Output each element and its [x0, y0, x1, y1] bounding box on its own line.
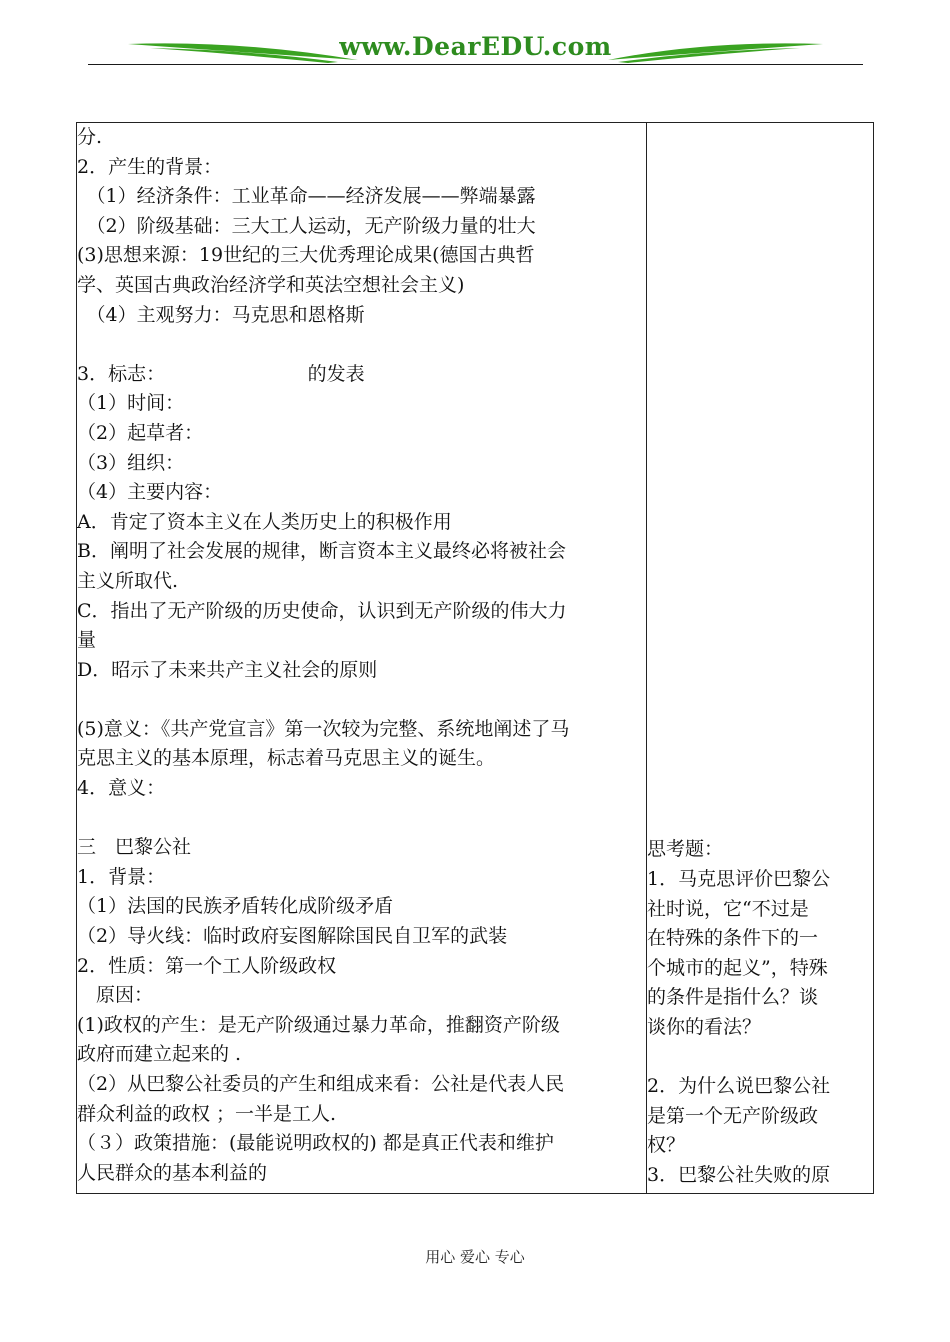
text-line: 3．标志： 的发表 [77, 362, 365, 385]
text-line: (5)意义：《共产党宣言》第一次较为完整、系统地阐述了马 [77, 717, 570, 740]
text-line: B．阐明了社会发展的规律，断言资本主义最终必将被社会 [77, 540, 566, 563]
header-rule [88, 64, 863, 65]
text-line: （2）起草者： [77, 421, 204, 444]
left-content-cell [77, 123, 647, 1194]
right-lines [647, 123, 873, 1191]
question-line: 的条件是指什么？谈 [647, 986, 819, 1009]
page-footer: 用心 爱心 专心 [425, 1248, 525, 1266]
question-line: 在特殊的条件下的一 [647, 927, 819, 950]
text-line: （３）政策措施：(最能说明政权的) 都是真正代表和维护 [77, 1132, 554, 1155]
text-line: 1．背景： [77, 865, 166, 888]
question-line: 2．为什么说巴黎公社 [647, 1075, 831, 1098]
question-line: 权？ [647, 1134, 686, 1157]
text-line: 2．性质：第一个工人阶级政权 [77, 954, 337, 977]
blank-line [77, 804, 646, 834]
question-line: 是第一个无产阶级政 [647, 1104, 819, 1127]
question-line: 3．巴黎公社失败的原 [647, 1163, 831, 1186]
page-header [88, 30, 863, 72]
text-line: D．昭示了未来共产主义社会的原则 [77, 658, 378, 681]
blank-line [77, 330, 646, 360]
right-spacer [647, 123, 873, 835]
right-content-cell [647, 123, 874, 1194]
question-line: 1．马克思评价巴黎公 [647, 867, 831, 890]
text-line: 原因： [77, 984, 154, 1007]
blank-line [77, 685, 646, 715]
question-line: 个城市的起义”，特殊 [647, 956, 828, 979]
text-line: 2．产生的背景： [77, 155, 223, 178]
text-line: (3)思想来源：19世纪的三大优秀理论成果(德国古典哲 [77, 244, 535, 267]
text-line: （4）主观努力：马克思和恩格斯 [77, 303, 365, 326]
text-line: (1)政权的产生：是无产阶级通过暴力革命，推翻资产阶级 [77, 1013, 560, 1036]
text-line: 群众利益的政权 ；一半是工人. [77, 1102, 337, 1125]
content-table [76, 122, 874, 1194]
text-line: 主义所取代. [77, 569, 179, 592]
text-line: （1）时间： [77, 392, 185, 415]
blank-line [647, 1043, 873, 1073]
text-line: 分. [77, 126, 103, 148]
question-line: 社时说，它“不过是 [647, 897, 809, 920]
question-line: 谈你的看法？ [647, 1015, 762, 1038]
text-line: （4）主要内容： [77, 481, 223, 504]
text-line: A．肯定了资本主义在人类历史上的积极作用 [77, 510, 452, 533]
site-logo: www.DearEDU.com [339, 32, 612, 61]
text-line: 三 巴黎公社 [77, 836, 192, 859]
text-line: C．指出了无产阶级的历史使命，认识到无产阶级的伟大力 [77, 599, 567, 622]
text-line: （2）导火线：临时政府妄图解除国民自卫军的武装 [77, 925, 508, 948]
text-line: 克思主义的基本原理，标志着马克思主义的诞生。 [77, 747, 496, 770]
text-line: 4．意义： [77, 777, 166, 800]
text-line: （2）阶级基础：三大工人运动，无产阶级力量的壮大 [77, 214, 536, 237]
text-line: 学、英国古典政治经济学和英法空想社会主义) [77, 273, 465, 296]
text-line: （1）经济条件：工业革命——经济发展——弊端暴露 [77, 185, 536, 208]
text-line: 人民群众的基本利益的 [77, 1161, 268, 1184]
text-line: （3）组织： [77, 451, 185, 474]
text-line: （2）从巴黎公社委员的产生和组成来看：公社是代表人民 [77, 1073, 565, 1095]
text-line: （1）法国的民族矛盾转化成阶级矛盾 [77, 895, 394, 918]
question-line: 思考题： [647, 838, 724, 861]
left-lines [77, 123, 646, 1188]
text-line: 量 [77, 629, 97, 652]
text-line: 政府而建立起来的 . [77, 1043, 242, 1066]
